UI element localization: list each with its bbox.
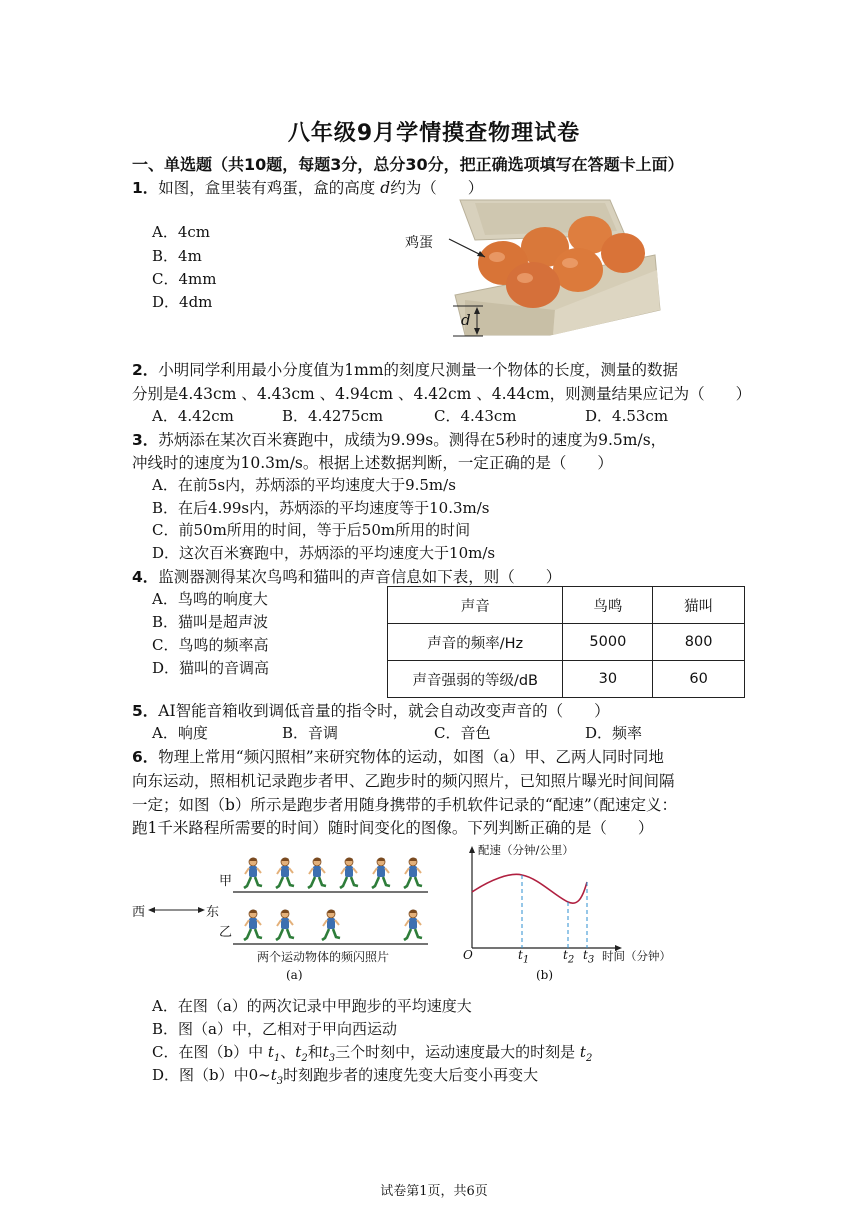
q5-option-d: D．频率 xyxy=(585,724,643,742)
table-header-row xyxy=(388,587,745,624)
q3-option-d: D．这次百米赛跑中，苏炳添的平均速度大于10m/s xyxy=(152,544,496,562)
q5-option-c: C．音色 xyxy=(434,724,491,742)
q3-option-c: C．前50m所用的时间，等于后50m所用的时间 xyxy=(152,521,471,539)
page-footer: 试卷第1页，共6页 xyxy=(380,1184,488,1199)
question-2-line-1: 2．小明同学利用最小分度值为1mm的刻度尺测量一个物体的长度，测量的数据 xyxy=(132,361,679,379)
egg-carton-figure xyxy=(405,195,670,345)
q6-option-b: B．图（a）中，乙相对于甲向西运动 xyxy=(152,1020,397,1038)
table-cell: 声音的频率/Hz xyxy=(388,624,563,661)
question-4-stem: 4．监测器测得某次鸟鸣和猫叫的声音信息如下表，则（ ） xyxy=(132,568,562,586)
table-cell: 60 xyxy=(653,661,745,698)
question-6-line-4: 跑1千米路程所需要的时间）随时间变化的图像。下列判断正确的是（ ） xyxy=(132,819,654,837)
question-5-stem: 5．AI智能音箱收到调低音量的指令时，就会自动改变声音的（ ） xyxy=(132,702,610,720)
q4-option-c: C．鸟鸣的频率高 xyxy=(152,636,269,654)
figure-a-label: (a) xyxy=(286,968,303,982)
question-6-line-3: 一定；如图（b）所示是跑步者用随身携带的手机软件记录的“配速”（配速定义： xyxy=(132,796,678,814)
q6-option-c: C．在图（b）中 $t_1$、$t_2$和$t_3$三个时刻中，运动速度最大的时刻是 $t_2$ xyxy=(152,1043,593,1064)
table-cell: 声音 xyxy=(388,587,563,624)
q1-option-b: B．4m xyxy=(152,247,202,265)
runner-jia-label: 甲 xyxy=(219,874,233,889)
figure-b-pace-graph xyxy=(460,840,685,985)
q6-option-a: A．在图（a）的两次记录中甲跑步的平均速度大 xyxy=(152,997,472,1015)
t2-tick-label: $t_2$ xyxy=(563,948,575,966)
exam-title: 八年级9月学情摸查物理试卷 xyxy=(287,121,581,146)
q2-option-c: C．4.43cm xyxy=(434,407,517,425)
origin-label: O xyxy=(463,948,473,962)
q1-option-a: A．4cm xyxy=(152,223,211,241)
t3-tick-label: $t_3$ xyxy=(583,948,595,966)
q2-option-d: D．4.53cm xyxy=(585,407,669,425)
west-label: 西 xyxy=(132,905,146,920)
q5-option-a: A．响度 xyxy=(152,724,208,742)
table-cell: 猫叫 xyxy=(653,587,745,624)
question-6-line-1: 6．物理上常用“频闪照相”来研究物体的运动，如图（a）甲、乙两人同时同地 xyxy=(132,748,664,766)
strobe-runners-drawing xyxy=(128,848,438,988)
q4-option-a: A．鸟鸣的响度大 xyxy=(152,590,268,608)
q1-option-d: D．4dm xyxy=(152,293,213,311)
question-3-line-2: 冲线时的速度为10.3m/s。根据上述数据判断，一定正确的是（ ） xyxy=(132,454,613,472)
table-cell: 声音强弱的等级/dB xyxy=(388,661,563,698)
egg-label: 鸡蛋 xyxy=(405,235,433,251)
question-1-stem: 1．如图，盒里装有鸡蛋，盒的高度 d约为（ ） xyxy=(132,179,484,197)
q4-option-b: B．猫叫是超声波 xyxy=(152,613,269,631)
table-row xyxy=(388,624,745,661)
figure-a-strobe-photos xyxy=(128,848,438,988)
q2-option-a: A．4.42cm xyxy=(152,407,234,425)
figure-b-label: (b) xyxy=(536,968,554,982)
q4-option-d: D．猫叫的音调高 xyxy=(152,659,270,677)
q5-option-b: B．音调 xyxy=(282,724,339,742)
q3-option-b: B．在后4.99s内，苏炳添的平均速度等于10.3m/s xyxy=(152,499,490,517)
egg-carton-illustration xyxy=(405,195,670,345)
t1-tick-label: $t_1$ xyxy=(518,948,530,966)
y-axis-label: 配速（分钟/公里） xyxy=(478,843,574,857)
sound-data-table xyxy=(387,586,745,698)
table-cell: 800 xyxy=(653,624,745,661)
question-6-line-2: 向东运动，照相机记录跑步者甲、乙跑步时的频闪照片，已知照片曝光时间间隔 xyxy=(132,772,675,790)
question-2-line-2: 分别是4.43cm 、4.43cm 、4.94cm 、4.42cm 、4.44cm，则测量结果应记为（ ） xyxy=(132,385,752,403)
table-cell: 鸟鸣 xyxy=(563,587,653,624)
x-axis-label: 时间（分钟） xyxy=(602,949,671,963)
section-heading: 一、单选题（共10题，每题3分，总分30分，把正确选项填写在答题卡上面） xyxy=(132,155,684,174)
table-row xyxy=(388,661,745,698)
q1-option-c: C．4mm xyxy=(152,270,217,288)
table-cell: 30 xyxy=(563,661,653,698)
height-d-label: d xyxy=(461,311,471,329)
question-3-line-1: 3．苏炳添在某次百米赛跑中，成绩为9.99s。测得在5秒时的速度为9.5m/s， xyxy=(132,431,667,449)
east-label: 东 xyxy=(206,905,220,920)
q2-option-b: B．4.4275cm xyxy=(282,407,384,425)
q3-option-a: A．在前5s内，苏炳添的平均速度大于9.5m/s xyxy=(152,476,456,494)
figure-a-caption: 两个运动物体的频闪照片 xyxy=(257,950,390,964)
runner-yi-label: 乙 xyxy=(219,925,233,940)
q6-option-d: D．图（b）中$0\sim t_3$时刻跑步者的速度先变大后变小再变大 xyxy=(152,1066,539,1087)
table-cell: 5000 xyxy=(563,624,653,661)
